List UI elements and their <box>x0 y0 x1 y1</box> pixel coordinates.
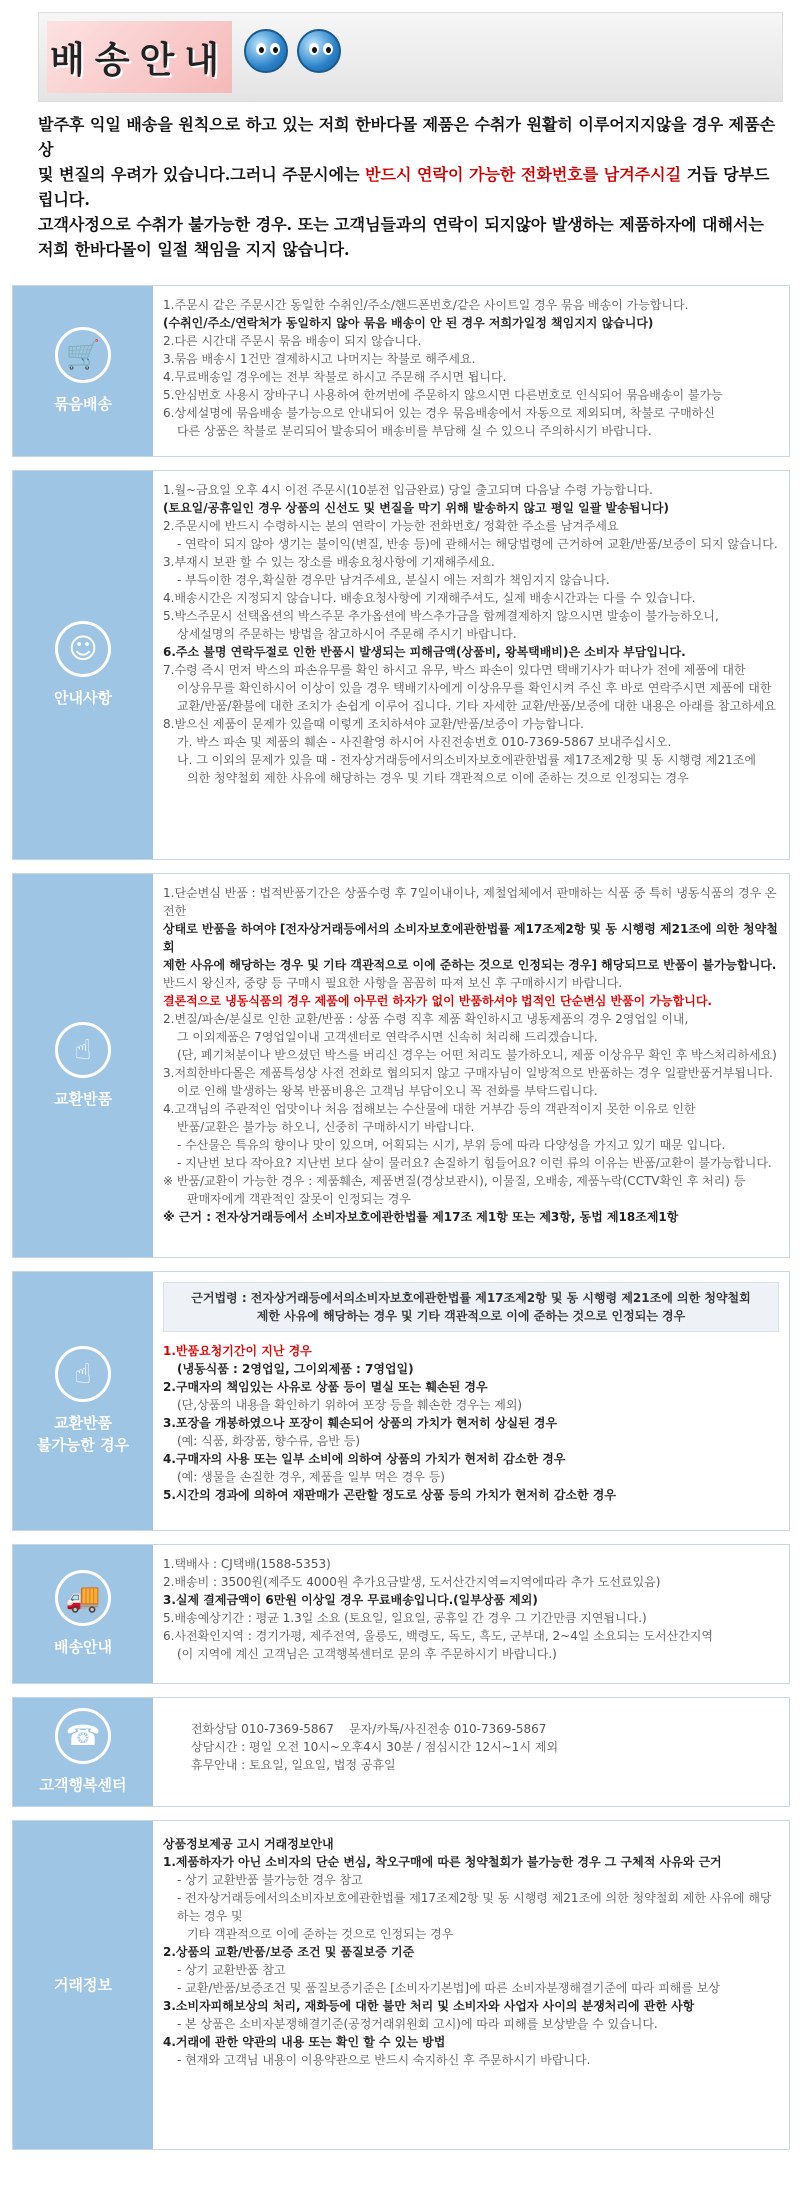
info-line: 3.포장을 개봉하였으나 포장이 훼손되어 상품의 가치가 현저히 상실된 경우 <box>163 1416 558 1430</box>
info-line: 1.단순변심 반품 : 법적반품기간은 상품수령 후 7일이내이나, 제철업체에서 판매하는 식품 중 특히 냉동식품의 경우 온전한 <box>163 886 777 918</box>
info-line: 5.배송예상기간 : 평균 1.3일 소요 (토요일, 일요일, 공휴일 간 경우 그 기간만큼 지연됩니다.) <box>163 1611 647 1625</box>
section-label: 고객행복센터 <box>39 1776 127 1794</box>
info-line: 8.받으신 제품이 문제가 있을때 이렇게 조치하셔야 교환/반품/보증이 가능합니다. <box>163 717 584 731</box>
info-line: 반품/교환은 불가능 하오니, 신중히 구매하시기 바랍니다. <box>177 1120 475 1134</box>
info-line: 1.택배사 : CJ택배(1588-5353) <box>163 1557 331 1571</box>
info-line: - 전자상거래등에서의소비자보호에관한법률 제17조제2항 및 동 시행령 제21조에 의한 청약철회 제한 사유에 해당하는 경우 및 <box>177 1891 772 1923</box>
info-line: 2.상품의 교환/반품/보증 조건 및 품질보증 기준 <box>163 1945 415 1959</box>
section-sidebar <box>13 1545 153 1683</box>
section-label: 묶음배송 <box>54 395 112 413</box>
info-line: - 수산물은 특유의 향이나 맛이 있으며, 어획되는 시기, 부위 등에 따라 다양성을 가지고 있기 때문 입니다. <box>177 1138 726 1152</box>
info-line: 2.다른 시간대 주문시 묶음 배송이 되지 않습니다. <box>163 334 422 348</box>
info-line: 2.배송비 : 3500원(제주도 4000원 추가요금발생, 도서산간지역=지역에따라 추가 도선료있음) <box>163 1575 661 1589</box>
banner-title: 배송안내 <box>47 21 232 93</box>
legal-basis-box <box>163 1282 779 1332</box>
intro-line: 및 변질의 우려가 있습니다.그러니 주문시에는 반드시 연락이 가능한 전화번호를 남겨주시길 거듭 당부드립니다. <box>38 165 770 209</box>
info-line: 가. 박스 파손 및 제품의 훼손 - 사진촬영 하시어 사진전송번호 010-7369-5867 보내주십시오. <box>177 735 672 749</box>
section-label: 배송안내 <box>54 1638 112 1656</box>
info-line: 5.안심번호 사용시 장바구니 사용하여 한꺼번에 주문하지 않으시면 다른번호로 인식되어 묶음배송이 불가능 <box>163 388 723 402</box>
info-line: - 상기 교환반품 불가능한 경우 참고 <box>177 1873 363 1887</box>
info-line: (수취인/주소/연락처가 동일하지 않아 묶음 배송이 안 된 경우 저희가일정 책임지지 않습니다) <box>163 316 654 330</box>
section-delivery-info <box>12 1544 790 1684</box>
info-line: 제한 사유에 해당하는 경우 및 기타 객관적으로 이에 준하는 것으로 인정되는 경우] 해당되므로 반품이 불가능합니다. <box>163 958 777 972</box>
info-line: 3.실제 결제금액이 6만원 이상일 경우 무료배송입니다.(일부상품 제외) <box>163 1593 538 1607</box>
info-line: 4.거래에 관한 약관의 내용 또는 확인 할 수 있는 방법 <box>163 2035 446 2049</box>
globe-mascot-icon <box>244 29 288 73</box>
section-sidebar <box>13 874 153 1257</box>
person-icon: ☺ <box>55 621 111 677</box>
section-label: 불가능한 경우 <box>36 1436 130 1454</box>
phone-number[interactable]: 전화상담 010-7369-5867 <box>191 1722 334 1736</box>
section-bundle-shipping <box>12 285 790 457</box>
info-line: 1.제품하자가 아닌 소비자의 단순 변심, 착오구매에 따른 청약철회가 불가능한 경우 그 구체적 사유와 근거 <box>163 1855 722 1869</box>
hand-icon: ☝ <box>55 1346 111 1402</box>
info-line: 4.고객님의 주관적인 업맛이나 처음 접해보는 수산물에 대한 거부감 등의 객관적이지 못한 이유로 인한 <box>163 1102 696 1116</box>
info-line: 1.주문시 같은 주문시간 동일한 수취인/주소/핸드폰번호/같은 사이트일 경우 묶음 배송이 가능합니다. <box>163 298 689 312</box>
info-line: 상태로 반품을 하여야 [전자상거래등에서의 소비자보호에관한법률 제17조제2항 및 동 시행령 제21조에 의한 청약철회 <box>163 922 778 954</box>
info-line: 3.저희한바다몰은 제품특성상 사전 전화로 협의되지 않고 구매자님이 일방적으로 반품하는 경우 일괄반품거부됩니다. <box>163 1066 773 1080</box>
truck-icon: 🚚 <box>55 1570 111 1626</box>
info-line: 이상유무를 확인하시어 이상이 있을 경우 택배기사에게 이상유무를 확인시켜 주신 후 바로 연락주시면 제품에 대한 <box>177 681 772 695</box>
info-line: (단,상품의 내용을 확인하기 위하여 포장 등을 훼손한 경우는 제외) <box>177 1398 523 1412</box>
info-line: 5.박스주문시 선택옵션의 박스주문 추가옵션에 박스추가금을 함께결제하지 않으시면 발송이 불가능하오니, <box>163 609 719 623</box>
section-content <box>191 1720 779 1774</box>
info-line: - 현재와 고객님 내용이 이용약관으로 반드시 숙지하신 후 주문하시기 바랍니다. <box>177 2053 591 2067</box>
section-content <box>163 884 779 1226</box>
info-line: 2.구매자의 책임있는 사유로 상품 등이 멸실 또는 훼손된 경우 <box>163 1380 488 1394</box>
header-banner <box>38 12 783 102</box>
info-line: 7.수령 즉시 먼저 박스의 파손유무를 확인 하시고 유무, 박스 파손이 있다면 택배기사가 떠나가 전에 제품에 대한 <box>163 663 746 677</box>
sms-number[interactable]: 문자/카톡/사진전송 010-7369-5867 <box>349 1722 547 1736</box>
section-sidebar <box>13 1698 153 1806</box>
info-line: 상품정보제공 고시 거래정보안내 <box>163 1837 334 1851</box>
info-line: (단, 폐기처분이나 받으셨던 박스를 버리신 경우는 어떤 처리도 불가하오니, 제품 이상유무 확인 후 박스처리하세요) <box>177 1048 777 1062</box>
intro-notice <box>38 112 783 262</box>
info-line: (예: 생물을 손질한 경우, 제품을 일부 먹은 경우 등) <box>177 1470 445 1484</box>
section-label: 교환반품 <box>54 1414 112 1432</box>
info-line: 결론적으로 냉동식품의 경우 제품에 아무런 하자가 없이 반품하셔야 법적인 단순변심 반품이 가능합니다. <box>163 994 712 1008</box>
info-line: 판매자에게 객관적인 잘못이 인정되는 경우 <box>187 1192 411 1206</box>
globe-mascot-icon <box>297 29 341 73</box>
section-transaction-info <box>12 1820 790 2150</box>
info-line: 2.주문시에 반드시 수령하시는 분의 연락이 가능한 전화번호/ 정확한 주소를 남겨주세요 <box>163 519 619 533</box>
section-guide <box>12 470 790 860</box>
info-line: (예: 식품, 화장품, 향수류, 음반 등) <box>177 1434 361 1448</box>
info-line: - 상기 교환반품 참고 <box>177 1963 286 1977</box>
info-line: 4.배송시간은 지정되지 않습니다. 배송요청사항에 기재해주셔도, 실제 배송시간과는 다를 수 있습니다. <box>163 591 696 605</box>
info-line: 상담시간 : 평일 오전 10시~오후4시 30분 / 점심시간 12시~1시 제외 <box>191 1740 559 1754</box>
info-line: (이 지역에 계신 고객님은 고객행복센터로 문의 후 주문하시기 바랍니다.) <box>177 1647 557 1661</box>
info-line: 3.부재시 보관 할 수 있는 장소를 배송요청사항에 기재해주세요. <box>163 555 495 569</box>
section-sidebar <box>13 1272 153 1530</box>
info-line: - 본 상품은 소비자분쟁해결기준(공정거래위원회 고시)에 따라 피해를 보상받을 수 있습니다. <box>177 2017 658 2031</box>
info-line: 나. 그 이외의 문제가 있을 때 - 전자상거래등에서의소비자보호에관한법률 제17조제2항 및 동 시행령 제21조에 <box>177 753 756 767</box>
info-line: 4.무료배송일 경우에는 전부 착불로 하시고 주문해 주시면 됩니다. <box>163 370 507 384</box>
info-line: 다른 상품은 착불로 분리되어 발송되어 배송비를 부담해 실 수 있으니 주의하시기 바랍니다. <box>177 424 652 438</box>
info-line: ※ 반품/교환이 가능한 경우 : 제품훼손, 제품변질(경상보관시), 이물질, 오배송, 제품누락(CCTV확인 후 처리) 등 <box>163 1174 746 1188</box>
hand-icon: ☝ <box>55 1022 111 1078</box>
info-line: 1.월~금요일 오후 4시 이전 주문시(10분전 입금완료) 당일 출고되며 다음날 수령 가능합니다. <box>163 483 653 497</box>
section-exchange-return <box>12 873 790 1258</box>
info-line: - 교환/반품/보증조건 및 품질보증기준은 [소비자기본법]에 따른 소비자분쟁해결기준에 따라 피해를 보상 <box>177 1981 720 1995</box>
info-line: 6.상세설명에 묶음배송 불가능으로 안내되어 있는 경우 묶음배송에서 자동으로 제외되며, 착불로 구매하신 <box>163 406 715 420</box>
info-line: 3.소비자피해보상의 처리, 재화등에 대한 불만 처리 및 소비자와 사업자 사이의 분쟁처리에 관한 사항 <box>163 1999 695 2013</box>
section-customer-center <box>12 1697 790 1807</box>
info-line: 기타 객관적으로 이에 준하는 것으로 인정되는 경우 <box>187 1927 454 1941</box>
section-no-return <box>12 1271 790 1531</box>
intro-line: 저희 한바다몰이 일절 책임을 지지 않습니다. <box>38 240 350 259</box>
info-line: 제한 사유에 해당하는 경우 및 기타 객관적으로 이에 준하는 것으로 인정되는 경우 <box>256 1309 686 1323</box>
section-label: 안내사항 <box>54 689 112 707</box>
info-line: (토요일/공휴일인 경우 상품의 신선도 및 변질을 막기 위해 발송하지 않고 평일 일괄 발송됩니다) <box>163 501 669 515</box>
section-content <box>163 1555 779 1663</box>
section-content <box>163 1835 779 2069</box>
intro-line: 발주후 익일 배송을 원칙으로 하고 있는 저희 한바다몰 제품은 수취가 원활히 이루어지지않을 경우 제품손상 <box>38 115 776 159</box>
section-label: 거래정보 <box>54 1976 112 1994</box>
info-line: 2.변질/파손/분실로 인한 교환/반품 : 상품 수령 직후 제품 확인하시고 냉동제품의 경우 2영업일 이내, <box>163 1012 689 1026</box>
info-line: 4.구매자의 사용 또는 일부 소비에 의하여 상품의 가치가 현저히 감소한 경우 <box>163 1452 566 1466</box>
phone-icon: ☎ <box>55 1708 111 1764</box>
info-line: 휴무안내 : 토요일, 일요일, 법정 공휴일 <box>191 1758 396 1772</box>
info-line: 의한 청약철회 제한 사유에 해당하는 경우 및 기타 객관적으로 이에 준하는 것으로 인정되는 경우 <box>187 771 689 785</box>
info-line: 근거법령 : 전자상거래등에서의소비자보호에관한법률 제17조제2항 및 동 시행령 제21조에 의한 청약철회 <box>191 1291 751 1305</box>
info-line: 이로 인해 발생하는 왕복 반품비용은 고객님 부담이오니 꼭 전화를 부탁드립니다. <box>177 1084 598 1098</box>
section-label: 교환반품 <box>54 1089 112 1108</box>
info-line: 3.묶음 배송시 1건만 결제하시고 나머지는 착불로 해주세요. <box>163 352 476 366</box>
info-line: - 부득이한 경우,확실한 경우만 남겨주세요, 분실시 에는 저희가 책임지지 않습니다. <box>177 573 610 587</box>
info-line: 반드시 왕신자, 중량 등 구매시 필요한 사항을 꼼꼼히 따져 보신 후 구매하시기 바랍니다. <box>163 976 623 990</box>
info-line: 상세설명의 주문하는 방법을 참고하시어 주문해 주시기 바랍니다. <box>177 627 517 641</box>
section-content <box>163 1282 779 1504</box>
info-line: (냉동식품 : 2영업일, 그이외제품 : 7영업일) <box>177 1362 414 1376</box>
info-line: 교환/반품/환불에 대한 조치가 손쉽게 이루어 집니다. 기타 자세한 교환/반품/보증에 대한 내용은 아래를 참고하세요 <box>177 699 776 713</box>
info-line: - 연락이 되지 않아 생기는 불이익(변질, 반송 등)에 관해서는 해당법령에 근거하여 교환/반품/보증이 되지 않습니다. <box>177 537 778 551</box>
section-content <box>163 481 779 787</box>
intro-line: 고객사정으로 수취가 불가능한 경우. 또는 고객님들과의 연락이 되지않아 발생하는 제품하자에 대해서는 <box>38 215 764 234</box>
info-line: 6.주소 불명 연락두절로 인한 반품시 발생되는 피해금액(상품비, 왕복택배비)은 소비자 부담입니다. <box>163 645 686 659</box>
section-content <box>163 296 779 440</box>
info-line: - 지난번 보다 작아요? 지난번 보다 살이 물러요? 손질하기 힘들어요? 이런 류의 이유는 반품/교환이 불가능합니다. <box>177 1156 772 1170</box>
section-sidebar <box>13 1821 153 2149</box>
section-sidebar <box>13 286 153 456</box>
info-line: 1.반품요청기간이 지난 경우 <box>163 1344 312 1358</box>
cart-icon: 🛒 <box>55 327 111 383</box>
info-line: 그 이외제품은 7영업일이내 고객센터로 연락주시면 신속히 처리해 드리겠습니다. <box>177 1030 598 1044</box>
info-line: ※ 근거 : 전자상거래등에서 소비자보호에관한법률 제17조 제1항 또는 제3항, 동법 제18조제1항 <box>163 1210 679 1224</box>
section-sidebar <box>13 471 153 859</box>
info-line: 6.사전확인지역 : 경기가평, 제주전역, 울릉도, 백령도, 독도, 흑도, 군부대, 2~4일 소요되는 도서산간지역 <box>163 1629 713 1643</box>
info-line: 5.시간의 경과에 의하여 재판매가 곤란할 정도로 상품 등의 가치가 현저히 감소한 경우 <box>163 1488 616 1502</box>
